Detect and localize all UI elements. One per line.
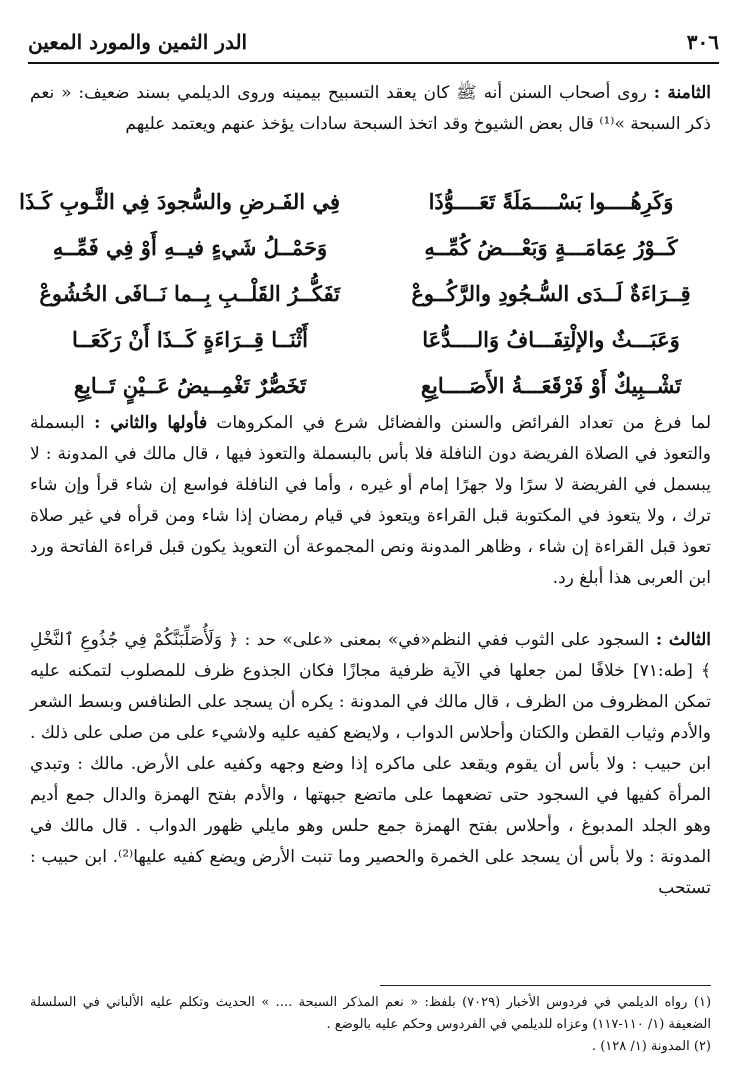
book-title: الدر الثمين والمورد المعين (28, 30, 248, 54)
footnote-2: (٢) المدونة (١/ ١٢٨) . (591, 1039, 711, 1054)
paragraph-2-lead: الثالث : (655, 630, 711, 650)
poem-verses (19, 182, 701, 412)
footnotes (30, 992, 711, 1058)
verse-second-hemistich: أَثْنَــا قِــرَاءَةٍ كَــذَا أَنْ رَكَعَــا (72, 327, 308, 352)
paragraph-1-lead: فأولها والثاني : (94, 413, 208, 433)
page-header (28, 30, 719, 60)
verse-first-hemistich: وَعَبَـــثٌ والإلْتِفَـــافُ وَالــــدُّعَا (422, 327, 680, 352)
verse-first-hemistich: تَشْــبِيكٌ أَوْ فَرْقَعَـــةُ الأَصَــــابِعِ (420, 373, 682, 398)
verse-first-hemistich: وَكَرِهُــــوا بَسْــــمَلَةً تَعَــــوُّذَا (428, 189, 674, 214)
verse-line (19, 182, 701, 228)
intro-line-1: روى أصحاب السنن أنه ﷺ كان يعقد التسبيح بيمينه وروى الديلمي بسند (136, 83, 647, 103)
intro-line-2: ضعيف: « نعم ذكر السبحة »⁽¹⁾ قال بعض الشيوخ وقد اتخذ السبحة سادات يؤخذ عنهم (30, 83, 711, 134)
commentary-paragraph-2 (30, 625, 711, 904)
verse-second-hemistich: فِي الفَـرضِ والسُّجودَ فِي الثَّـوبِ كَـذَا (19, 189, 340, 214)
footnote-divider (380, 985, 711, 986)
page-number: ٣٠٦ (686, 30, 719, 54)
verse-first-hemistich: كَــوْرُ عِمَامَـــةٍ وَبَعْـــضُ كُمِّــهِ (424, 235, 678, 260)
verse-line (40, 274, 701, 320)
verse-second-hemistich: تَفَكُّــرُ القَلْــبِ بِــما نَــافَى الخُشُوعْ (39, 281, 340, 306)
intro-lead: الثامنة : (653, 83, 711, 103)
verse-line (40, 366, 701, 412)
intro-line-3: ويعتمد عليهم (125, 114, 216, 134)
header-divider (28, 62, 719, 64)
paragraph-1-text: البسملة والتعوذ في الصلاة الفريضة دون النافلة فلا بأس بالبسملة والتعوذ فيها ، قال مالك في المدونة : لا يبسمل في الفريضة لا سرًا ولا جهرًا إمام أو غيره ، وأما في النافلة فواسع إن شاء قرأ وإن شاء ترك ، ولا يتعوذ في المكتوبة قبل القراءة ويتعوذ في قيام رمضان إذا شاء ومن قرأه في غير صلاة تعوذ قبل القراءة إن شاء ، وظاهر المدونة ونص المجموعة أن التعويذ يكون قبل قراءة الفاتحة ورد ابن العربى هذا أبلغ رد. (30, 413, 711, 588)
footnote-1: (١) رواه الديلمي في فردوس الأخبار (٧٠٢٩) بلفظ: « نعم المذكر السبحة .... » الحديث وتكلم عليه الألباني في السلسلة الضعيفة (١/ ١١٠-١١٧) وعزاه للديلمي في الفردوس وحكم عليه بالوضع . (30, 995, 712, 1032)
paragraph-2-text: السجود على الثوب ففي النظم«في» بمعنى «على» حد : ﴿ وَلَأُصَلِّبَنَّكُمْ فِي جُذُوعِ ٱلنَّخْلِ ﴾ [طه:٧١] خلافًا لمن جعلها في الآية ظرفية مجازًا فكان الجذوع ظرف للمصلوب لتمكنه عليه تمكن المظروف من الظرف ، قال مالك في المدونة : يكره أن يسجد على الطنافس وبسط الشعر والأدم وثياب القطن والكتان وأحلاس الدواب ، ولايضع كفيه عليه ولاشيء على من صلى على ذلك . ابن حبيب : ولا بأس أن يقوم ويقعد على ماكره إذا وضع وجهه وكفيه على الأرض. مالك : وتبدي المرأة كفيها في السجود حتى تضعهما على ماتضع جبهتها ، والأدم بفتح الهمزة والدال جمع أديم وهو الجلد المدبوغ ، وأحلاس بفتح الهمزة جمع حلس وهو مايلي ظهور الدواب . قال مالك في المدونة : ولا بأس أن يسجد على الخمرة والحصير وما تنبت الأرض ويضع كفيه عليها⁽²⁾. ابن حبيب : تستحب (30, 630, 711, 898)
verse-line (40, 228, 701, 274)
intro-paragraph (30, 78, 711, 140)
verse-line (40, 320, 701, 366)
verse-first-hemistich: قِــرَاءَةٌ لَــدَى السُّـجُودِ والرَّكُــوعْ (411, 281, 691, 306)
paragraph-1-intro: لما فرغ من تعداد الفرائض والسنن والفضائل شرع في المكروهات (216, 413, 712, 433)
commentary-paragraph-1 (30, 408, 711, 594)
verse-second-hemistich: تَخَصُّرٌ تَغْمِــيضُ عَــيْنٍ تَــابِعِ (73, 373, 307, 398)
verse-second-hemistich: وَحَمْــلُ شَيءٍ فيــهِ أَوْ فِي فَمِّــهِ (52, 235, 328, 260)
